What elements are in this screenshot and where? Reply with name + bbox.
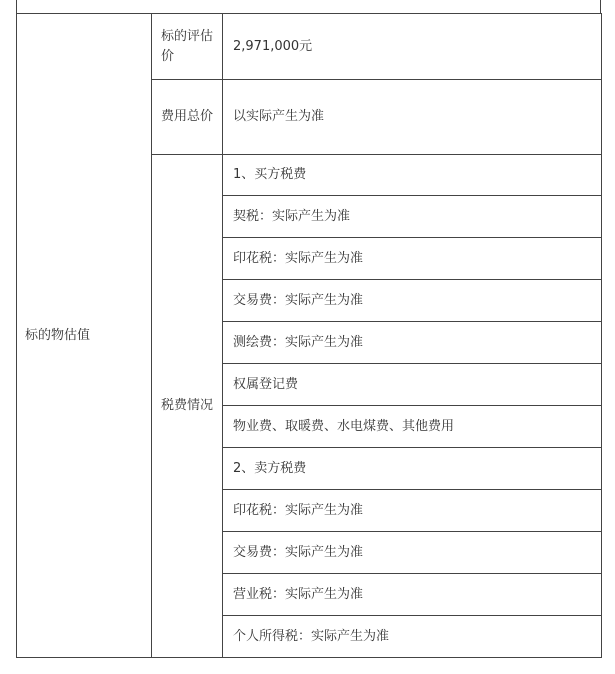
tax-item-cell: 个人所得税：实际产生为准 <box>223 616 602 658</box>
tax-item-cell: 测绘费：实际产生为准 <box>223 322 602 364</box>
group-label-cell: 标的物估值 <box>17 14 152 658</box>
tax-item-cell: 权属登记费 <box>223 364 602 406</box>
valuation-value-cell: 2,971,000元 <box>223 14 602 80</box>
tax-item-cell: 印花税：实际产生为准 <box>223 238 602 280</box>
fee-label-cell: 费用总价 <box>152 80 223 155</box>
tax-item-cell: 1、买方税费 <box>223 155 602 196</box>
valuation-label-cell: 标的评估价 <box>152 14 223 80</box>
tax-item-cell: 交易费：实际产生为准 <box>223 532 602 574</box>
table-top-continuation <box>16 0 601 13</box>
tax-label-cell: 税费情况 <box>152 155 223 658</box>
valuation-table <box>16 13 602 658</box>
fee-value-cell: 以实际产生为准 <box>223 80 602 155</box>
tax-item-cell: 2、卖方税费 <box>223 448 602 490</box>
tax-item-cell: 印花税：实际产生为准 <box>223 490 602 532</box>
tax-item-cell: 契税：实际产生为准 <box>223 196 602 238</box>
tax-item-cell: 营业税：实际产生为准 <box>223 574 602 616</box>
tax-item-cell: 交易费：实际产生为准 <box>223 280 602 322</box>
table-row <box>17 14 602 80</box>
tax-item-cell: 物业费、取暖费、水电煤费、其他费用 <box>223 406 602 448</box>
